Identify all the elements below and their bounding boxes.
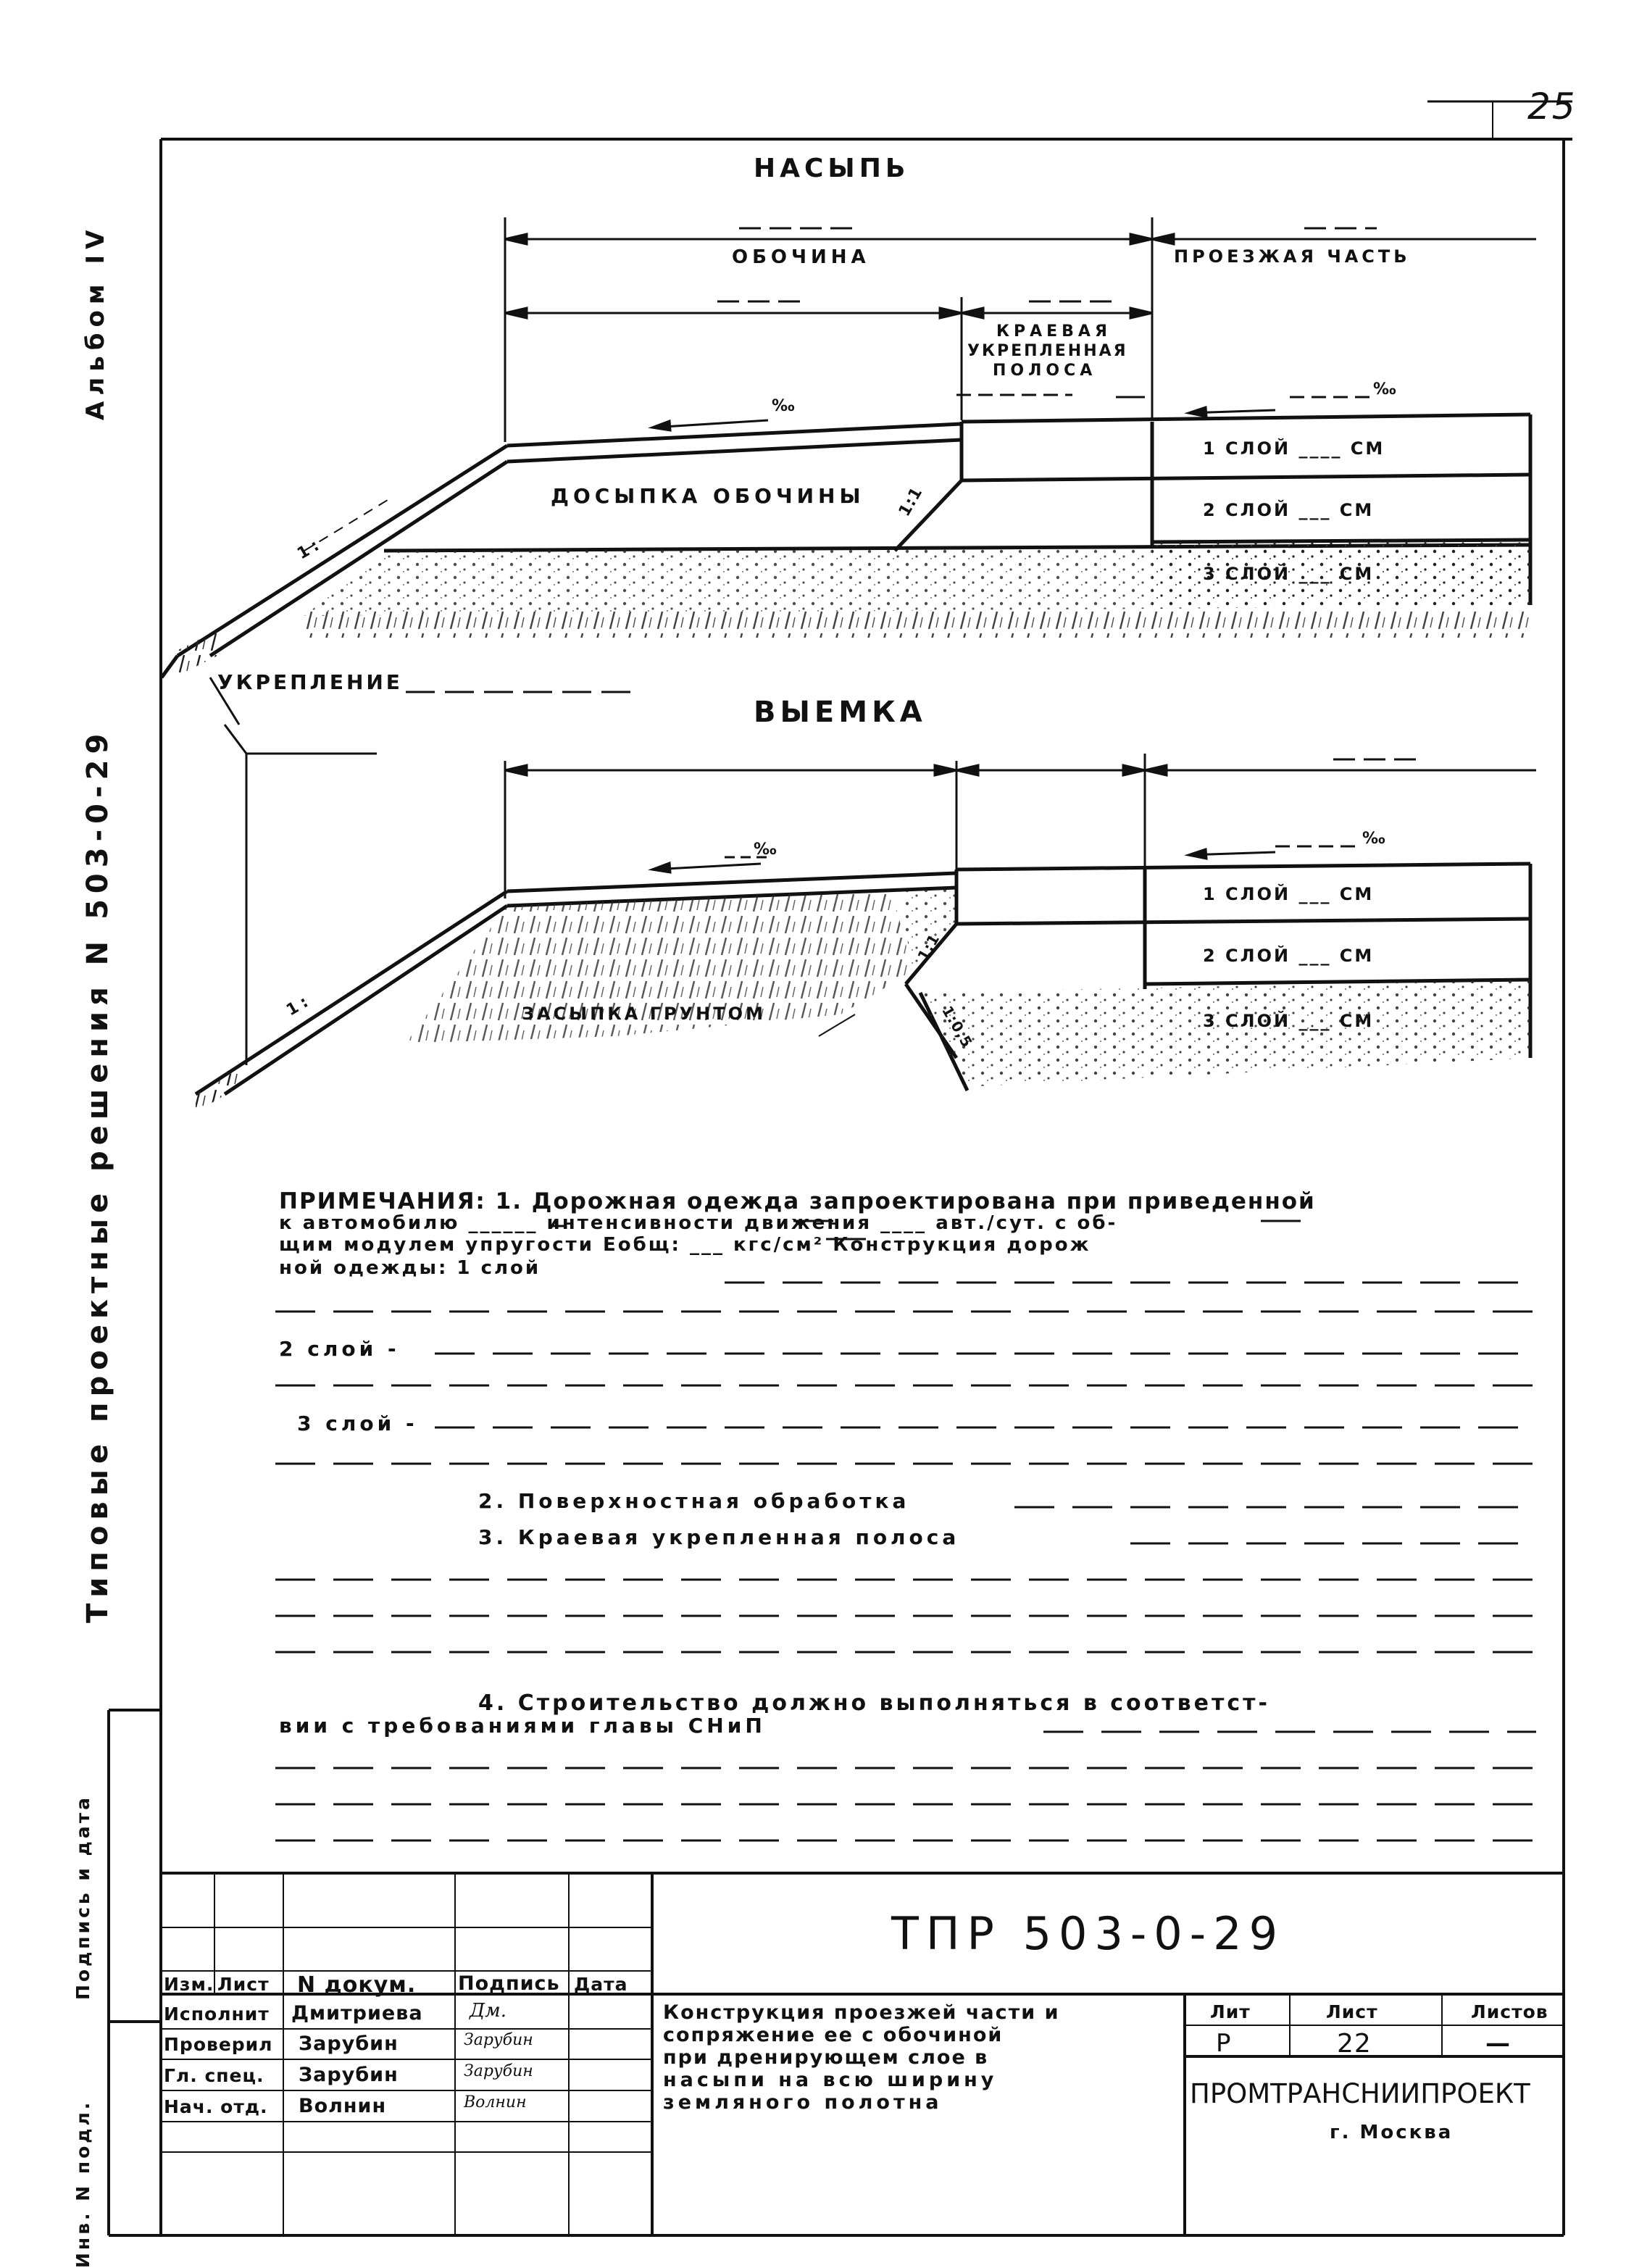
note-line2: к автомобилю ______ интенсивности движения ____ авт./сут. с об- [279, 1212, 1118, 1234]
note-line1: ПРИМЕЧАНИЯ: 1. Дорожная одежда запроектирована при приведенной [279, 1188, 1316, 1214]
cut-layer3: 3 СЛОЙ ___ СМ [1203, 1011, 1375, 1031]
embankment-title: НАСЫПЬ [754, 154, 910, 183]
cut-title: ВЫЕМКА [754, 696, 927, 729]
embankment-slope-unit-left: ‰ [772, 397, 799, 415]
note-item4-line2: вии с требованиями главы СНиП [279, 1714, 766, 1738]
row-sign-4: Волнин [464, 2093, 527, 2111]
embankment-layer1: 1 СЛОЙ ____ СМ [1203, 438, 1385, 459]
series-label: Типовые проектные решения N 503-0-29 [81, 727, 114, 1623]
note-layer3: 3 слой - [297, 1412, 418, 1435]
embankment-slope-unit-right: ‰ [1373, 380, 1401, 399]
row-role-4: Нач. отд. [164, 2096, 268, 2117]
note-line4: ной одежды: 1 слой [279, 1257, 541, 1279]
lit-value: Р [1216, 2029, 1232, 2058]
row-name-3: Зарубин [299, 2064, 399, 2086]
organization: ПРОМТРАНСНИИПРОЕКТ [1190, 2078, 1530, 2109]
row-name-2: Зарубин [299, 2033, 399, 2055]
description-line4: насыпи на всю ширину [663, 2069, 998, 2091]
row-name-4: Волнин [299, 2095, 387, 2117]
backfill-label: ЗАСЫПКА ГРУНТОМ [522, 1004, 766, 1024]
page-number: 25 [1527, 86, 1577, 128]
row-role-2: Проверил [164, 2034, 273, 2055]
inventory-label: Инв. N подл. [72, 2099, 93, 2268]
sheets-value: — [1485, 2029, 1511, 2058]
document-code: ТПР 503-0-29 [891, 1907, 1285, 1960]
row-sign-2: Зарубин [464, 2031, 533, 2049]
cut-slope-ratio: 1:1 [914, 930, 943, 964]
note-item2: 2. Поверхностная обработка [478, 1489, 910, 1513]
sheet-header: Лист [1326, 2001, 1378, 2022]
sheets-header: Листов [1471, 2001, 1548, 2022]
note-layer2: 2 слой - [279, 1337, 400, 1361]
city: г. Москва [1330, 2122, 1454, 2143]
header-sheet: Лист [217, 1974, 270, 1995]
edge-strip-line3: ПОЛОСА [993, 362, 1097, 380]
header-doc-no: N докум. [297, 1972, 417, 1998]
shoulder-label: ОБОЧИНА [732, 246, 870, 268]
row-sign-3: Зарубин [464, 2062, 533, 2080]
description-line2: сопряжение ее с обочиной [663, 2024, 1004, 2046]
note-item4-line1: 4. Строительство должно выполняться в соответст- [478, 1690, 1270, 1716]
reinforcement-label: УКРЕПЛЕНИЕ [217, 670, 403, 694]
note-line3: щим модулем упругости Еобщ: ___ кгс/см² Конструкция дорож [279, 1234, 1091, 1256]
note-item3: 3. Краевая укрепленная полоса [478, 1525, 960, 1549]
header-change: Изм. [164, 1974, 214, 1995]
description-line1: Конструкция проезжей части и [663, 2001, 1060, 2024]
row-name-1: Дмитриева [291, 2002, 423, 2025]
album-label: Альбом IV [81, 224, 110, 420]
cut-slope-unit-left: ‰ [754, 841, 781, 859]
embankment-layer3: 3 СЛОЙ ___ СМ [1203, 564, 1375, 584]
cut-layer1: 1 СЛОЙ ___ СМ [1203, 884, 1375, 904]
carriageway-label: ПРОЕЗЖАЯ ЧАСТЬ [1174, 246, 1411, 267]
embankment-layer2: 2 СЛОЙ ___ СМ [1203, 500, 1375, 520]
row-role-1: Исполнит [164, 2004, 270, 2025]
cut-slope-unit-right: ‰ [1362, 830, 1390, 848]
row-sign-1: Дм. [470, 2000, 506, 2022]
signature-date-label: Подпись и дата [72, 1794, 93, 2000]
lit-header: Лит [1210, 2001, 1251, 2022]
embankment-slope-ratio: 1:1 [895, 483, 927, 520]
header-signature: Подпись [458, 1972, 560, 1995]
cut-layer2: 2 СЛОЙ ___ СМ [1203, 946, 1375, 966]
header-date: Дата [574, 1974, 628, 1995]
shoulder-fill-label: ДОСЫПКА ОБОЧИНЫ [551, 484, 865, 508]
embankment-side-slope: 1: [294, 534, 326, 564]
cut-slope-ratio-b: 1:0,5 [938, 1003, 977, 1051]
description-line5: земляного полотна [663, 2091, 943, 2114]
description-line3: при дренирующем слое в [663, 2046, 989, 2069]
row-role-3: Гл. спец. [164, 2065, 264, 2086]
edge-strip-line2: УКРЕПЛЕННАЯ [967, 342, 1128, 360]
cut-side-slope: 1: [283, 991, 315, 1020]
sheet-frame [109, 101, 1572, 2235]
edge-strip-line1: КРАЕВАЯ [996, 322, 1112, 341]
sheet-value: 22 [1337, 2029, 1372, 2059]
